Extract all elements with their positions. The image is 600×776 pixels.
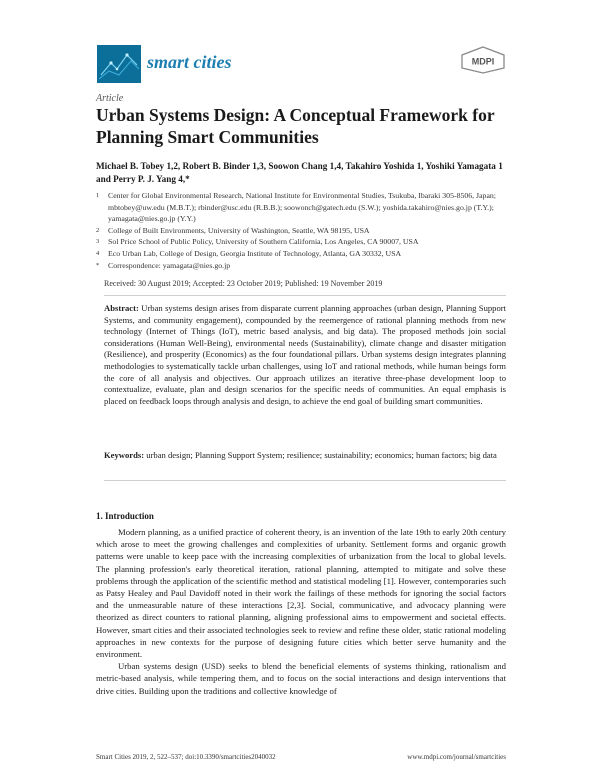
affiliation-text: Center for Global Environmental Research, National Institute for Environmental Studies, Tsukuba, Ibaraki 305-8506, Japan; mbtobey@uw.edu (M.B.T.); rbinder@usc.edu (R.B.B.); soowonch@gatech.edu (S.W.); yoshida.takahiro@nies.go.jp (T.Y.); yamagata@nies.go.jp (Y.Y.) xyxy=(108,191,496,224)
abstract xyxy=(104,303,506,407)
paper-title: Urban Systems Design: A Conceptual Framework for Planning Smart Communities xyxy=(96,105,495,147)
journal-url[interactable]: www.mdpi.com/journal/smartcities xyxy=(407,753,506,761)
affiliation-item xyxy=(96,190,516,225)
journal-logo-mark xyxy=(97,45,141,83)
article-type: Article xyxy=(96,93,124,104)
author-list: Michael B. Tobey 1,2, Robert B. Binder 1,3, Soowon Chang 1,4, Takahiro Yoshida 1, Yoshiki Yamagata 1 and Perry P. J. Yang 4,* xyxy=(96,161,503,184)
divider xyxy=(104,480,506,481)
affiliation-marker: * xyxy=(96,261,100,269)
affiliation-text: Sol Price School of Public Policy, University of Southern California, Los Angeles, CA 90007, USA xyxy=(108,237,419,247)
body-text xyxy=(96,526,506,697)
keywords xyxy=(104,450,506,462)
section-heading: 1. Introduction xyxy=(96,511,154,521)
mdpi-logo xyxy=(460,46,506,74)
paragraph: Urban systems design (USD) seeks to blend the beneficial elements of systems thinking, rationalism and metric-based analysis, while tempering them, and to focus on the social interactions and design interventions that drive cities. Building upon the traditions and collective knowledge of xyxy=(96,661,506,696)
affiliation-item xyxy=(96,225,516,237)
affiliations xyxy=(96,190,516,271)
affiliation-marker: 1 xyxy=(96,192,100,199)
correspondence-text: Correspondence: yamagata@nies.go.jp xyxy=(108,260,231,270)
keywords-text: urban design; Planning Support System; resilience; sustainability; economics; human factors; big data xyxy=(146,450,497,460)
affiliation-marker: 2 xyxy=(96,226,100,234)
affiliation-marker: 4 xyxy=(96,249,100,257)
affiliation-item xyxy=(96,236,516,248)
paragraph: Modern planning, as a unified practice of coherent theory, is an invention of the late 19th to early 20th century which arose to meet the growing challenges and complexities of urbanity. Settlement forms and organic growth patterns were unable to keep pace with the increasing complexities of urbanization from the local to global levels. The planning profession's early theoretical iteration, rational planning, attempted to mitigate and solve these problems through the application of the scientific method and statistical modeling [1]. However, contemporaries such as Patsy Healey and Paul Davidoff noted in their work the failings of these methods for ignoring the social factors and the unmeasurable nature of these interactions [2,3]. Social, communicative, and advocacy planning were theorized as direct counters to rational planning, aligning professional aims to empowerment and societal effects. However, smart cities and their associated technologies seek to review and refine these older, static rational modeling approaches in new contexts for the purpose of designing future cities which better serve humanity and the environment. xyxy=(96,527,506,660)
svg-text:MDPI: MDPI xyxy=(471,56,495,67)
abstract-label: Abstract: xyxy=(104,303,139,313)
affiliation-item xyxy=(96,248,516,260)
divider xyxy=(104,295,506,296)
affiliation-text: College of Built Environments, University of Washington, Seattle, WA 98195, USA xyxy=(108,225,370,235)
abstract-text: Urban systems design arises from disparate current planning approaches (urban design, Planning Support Systems, and community engagement), compounded by the reemergence of rational planning methods from new technology (Internet of Things (IoT), metric based analysis, and big data). The proposed methods join social considerations (Human Well-Being), environmental needs (Sustainability), climate change and disaster mitigation (Resilience), and prosperity (Economics) as the four foundational pillars. Urban systems design integrates planning methodologies to systematically tackle urban challenges, using IoT and rational methods, while human beings form the core of all analysis and objectives. Our approach utilizes an iterative three-phase development loop to contextualize, evaluate, plan and design scenarios for the specific needs of communities. An equal emphasis is placed on feedback loops through analysis and design, to achieve the end goal of building smart communities. xyxy=(104,303,507,406)
citation-footer: Smart Cities 2019, 2, 522–537; doi:10.3390/smartcities2040032 xyxy=(96,753,276,761)
affiliation-marker: 3 xyxy=(96,238,100,246)
affiliation-item xyxy=(96,260,516,272)
journal-name: smart cities xyxy=(147,52,232,72)
keywords-label: Keywords: xyxy=(104,450,145,460)
received-dates: Received: 30 August 2019; Accepted: 23 October 2019; Published: 19 November 2019 xyxy=(104,279,383,288)
affiliation-text: Eco Urban Lab, College of Design, Georgia Institute of Technology, Atlanta, GA 30332, USA xyxy=(108,248,402,258)
